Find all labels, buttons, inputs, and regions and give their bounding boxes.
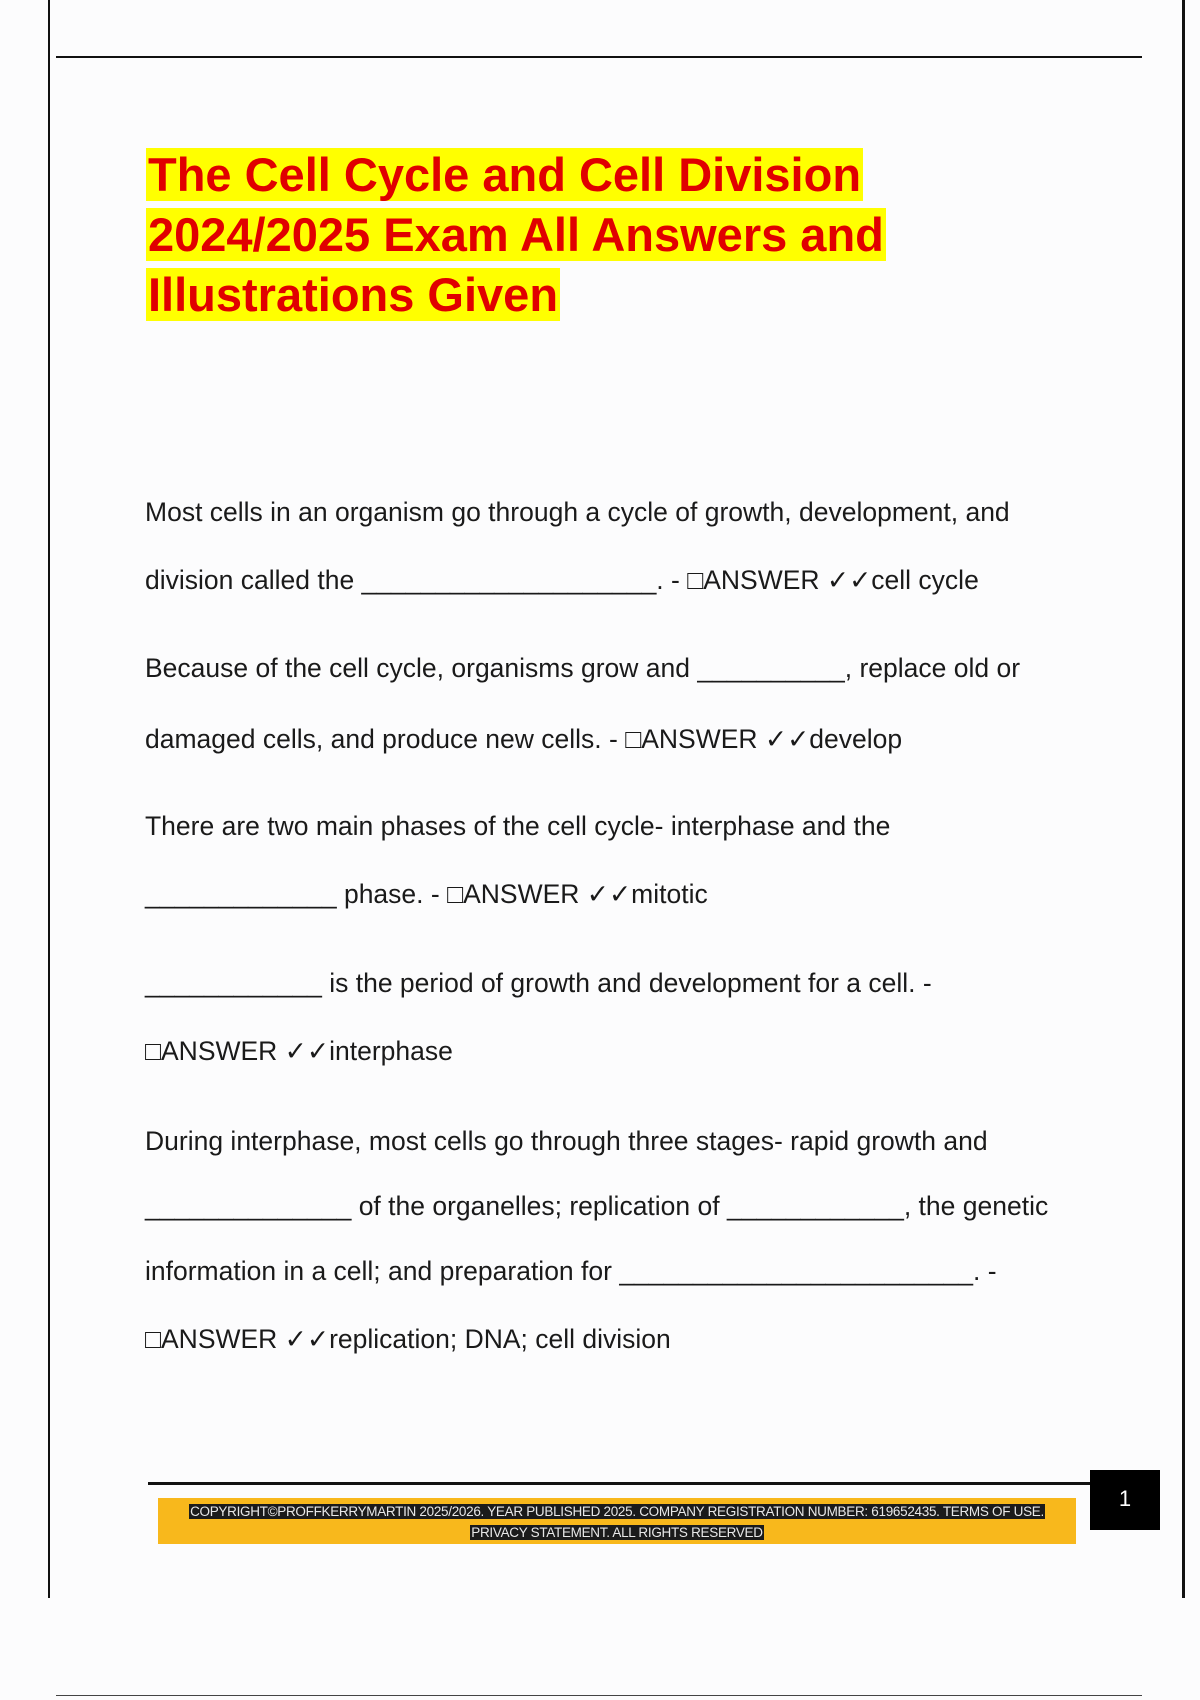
copyright-notice <box>158 1501 1076 1543</box>
question-answer: division called the ____________________. - □ANSWER ✓✓cell cycle <box>145 565 979 595</box>
next-page-rule <box>56 1695 1142 1696</box>
question-text: There are two main phases of the cell cycle- interphase and the <box>145 811 891 841</box>
copyright-line-2: PRIVACY STATEMENT. ALL RIGHTS RESERVED <box>471 1525 763 1540</box>
document-title <box>146 145 1046 325</box>
page-border-left <box>48 0 50 1598</box>
question-text: information in a cell; and preparation for ________________________. - <box>145 1256 997 1286</box>
question-answer: _____________ phase. - □ANSWER ✓✓mitotic <box>145 879 708 909</box>
question-text: ______________ of the organelles; replication of ____________, the genetic <box>145 1191 1049 1221</box>
question-text: Because of the cell cycle, organisms grow and __________, replace old or <box>145 653 1021 683</box>
question-text: Most cells in an organism go through a cycle of growth, development, and <box>145 497 1010 527</box>
question-answer: damaged cells, and produce new cells. - □ANSWER ✓✓develop <box>145 724 903 754</box>
page-border-right <box>1182 0 1185 1598</box>
title-line: Illustrations Given <box>148 268 559 321</box>
footer-rule <box>148 1482 1092 1485</box>
header-rule <box>56 56 1142 58</box>
question-answer: □ANSWER ✓✓interphase <box>145 1036 453 1066</box>
question-text: ____________ is the period of growth and development for a cell. - <box>145 968 932 998</box>
question-answer: □ANSWER ✓✓replication; DNA; cell division <box>145 1324 671 1354</box>
copyright-line-1: COPYRIGHT©PROFFKERRYMARTIN 2025/2026. YEAR PUBLISHED 2025. COMPANY REGISTRATION NUMBER: 619652435. TERMS OF USE. <box>190 1504 1044 1519</box>
question-text: During interphase, most cells go through three stages- rapid growth and <box>145 1126 988 1156</box>
page-number: 1 <box>1090 1470 1160 1530</box>
title-line: The Cell Cycle and Cell Division <box>148 148 862 201</box>
title-line: 2024/2025 Exam All Answers and <box>148 208 884 261</box>
